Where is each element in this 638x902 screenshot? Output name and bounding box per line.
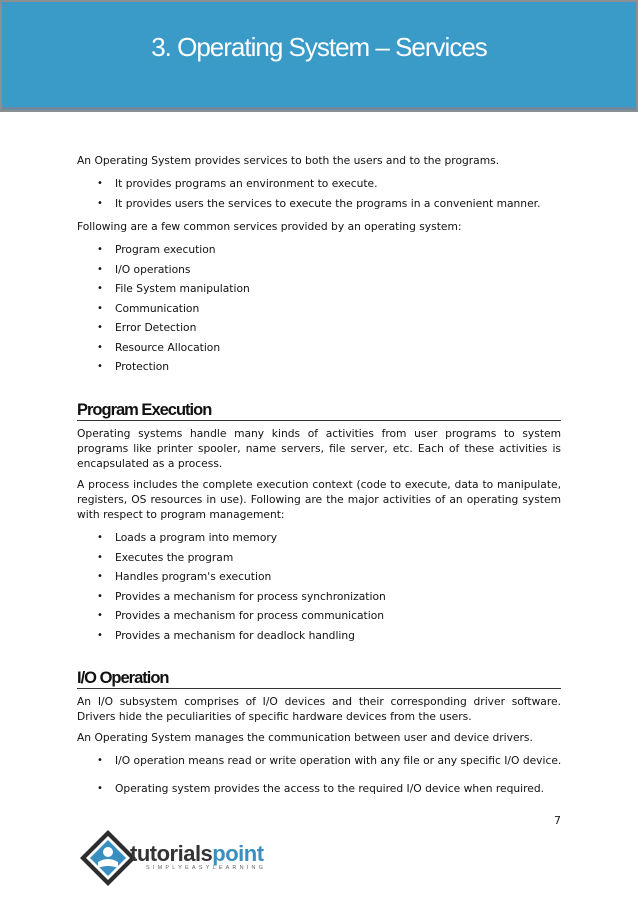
list-item: • Program execution	[77, 242, 561, 257]
logo-tagline: SIMPLYEASYLEARNING	[146, 865, 267, 871]
tutorialspoint-logo	[78, 828, 278, 888]
services-list	[77, 242, 561, 374]
io-operation-paragraph-1: An I/O subsystem comprises of I/O devices and their corresponding driver software. Drivers hide the peculiarities of specific hardware devices from the users.	[77, 695, 561, 723]
io-operation-section	[77, 671, 561, 796]
program-execution-paragraph-2: A process includes the complete execution context (code to execute, data to manipulate, registers, OS resources in use). Following are the major activities of an operating system with respect to program management:	[77, 478, 561, 521]
program-execution-list	[77, 530, 561, 643]
list-item: • File System manipulation	[77, 281, 561, 296]
logo-text-part2: point	[212, 841, 264, 866]
program-execution-heading: Program Execution	[77, 403, 561, 421]
io-operation-paragraph-2: An Operating System manages the communication between user and device drivers.	[77, 731, 533, 744]
logo-text-part1: tutorials	[130, 841, 213, 866]
io-operation-list	[77, 753, 561, 796]
logo-emblem-icon	[78, 828, 138, 888]
list-item: • Handles program's execution	[77, 569, 561, 584]
list-item: • Error Detection	[77, 320, 561, 335]
list-item: • I/O operation means read or write operation with any file or any specific I/O device.	[77, 753, 561, 768]
list-item: • Loads a program into memory	[77, 530, 561, 545]
list-item: • Communication	[77, 301, 561, 316]
list-item: • Protection	[77, 359, 561, 374]
intro-bullet-list	[77, 176, 561, 211]
list-item: • It provides users the services to execute the programs in a convenient manner.	[77, 196, 561, 211]
program-execution-section	[77, 403, 561, 643]
program-execution-paragraph-1: Operating systems handle many kinds of activities from user programs to system programs like printer spooler, name servers, file server, etc. Each of these activities is encapsulated as a process.	[77, 427, 561, 470]
list-item: • It provides programs an environment to execute.	[77, 176, 561, 191]
logo-wordmark	[130, 841, 264, 867]
services-lead: Following are a few common services provided by an operating system:	[77, 220, 462, 233]
list-item: • Provides a mechanism for deadlock handling	[77, 628, 561, 643]
list-item: • Executes the program	[77, 550, 561, 565]
io-operation-heading: I/O Operation	[77, 671, 561, 689]
list-item: • Provides a mechanism for process synchronization	[77, 589, 561, 604]
list-item: • Operating system provides the access to the required I/O device when required.	[77, 781, 561, 796]
intro-paragraph: An Operating System provides services to both the users and to the programs.	[77, 154, 500, 167]
page-number: 7	[554, 814, 561, 827]
intro-section	[77, 153, 561, 374]
list-item: • Provides a mechanism for process communication	[77, 608, 561, 623]
chapter-title: 3. Operating System – Services	[151, 32, 487, 62]
list-item: • Resource Allocation	[77, 340, 561, 355]
chapter-banner	[0, 0, 638, 112]
list-item: • I/O operations	[77, 262, 561, 277]
